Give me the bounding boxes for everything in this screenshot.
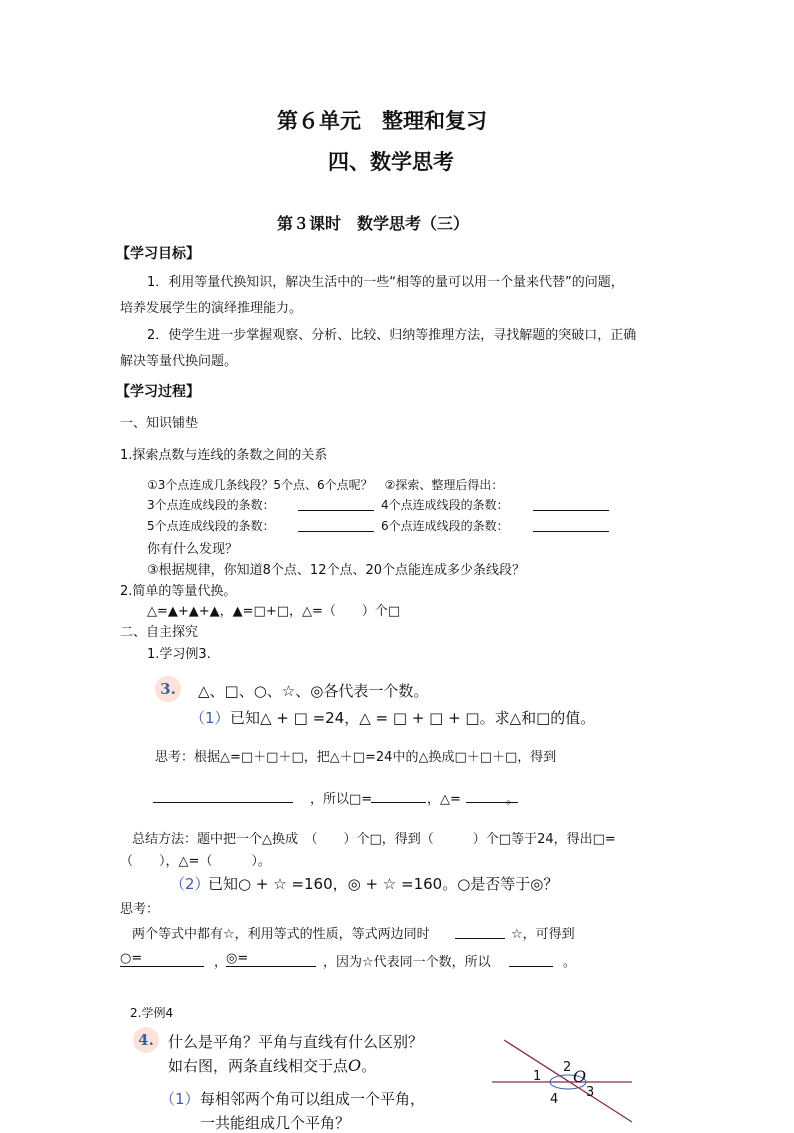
goal-2-line-2: 解决等量代换问题。: [120, 354, 238, 369]
question-1e: ③根据规律，你知道8个点、12个点、20个点能连成多少条线段？: [147, 563, 526, 578]
think-2a: 两个等式中都有☆，利用等式的性质，等式两边同时: [132, 927, 430, 942]
think-2b-circle: ○=: [120, 951, 143, 966]
goals-heading: 【学习目标】: [116, 246, 200, 262]
think-2b-double-circle: ◎=: [226, 951, 249, 966]
think-2: 思考：: [120, 902, 160, 917]
goal-1-line-2: 培养发展学生的演绎推理能力。: [120, 301, 303, 316]
part-1-heading: 一、知识铺垫: [120, 416, 199, 431]
question-2: 2.简单的等量代换。: [120, 584, 237, 599]
summary-line-2: （ ），△=（ ）。: [120, 854, 271, 869]
question-1c-left: 5个点连成线段的条数：: [147, 519, 275, 533]
process-heading: 【学习过程】: [116, 384, 200, 400]
example-4-sub1-line-1: 每相邻两个角可以组成一个平角，: [200, 1090, 426, 1108]
question-2a: △=▲+▲+▲，▲=□+□，△=（ ）个□: [147, 604, 401, 619]
example-3-sub1-label: （1）: [190, 709, 230, 727]
answer-blank: [298, 510, 374, 511]
question-1: 1.探索点数与连线的条数之间的关系: [120, 448, 328, 463]
example-3-stem: △、□、○、☆、◎各代表一个数。: [198, 682, 429, 700]
answer-blank: [509, 966, 553, 967]
think-1b-tri: ，△=: [427, 792, 461, 807]
question-1d: 你有什么发现？: [147, 542, 239, 557]
answer-blank: [371, 802, 426, 803]
diagonal-line: [504, 1040, 632, 1122]
example-3-badge: 3.: [155, 676, 181, 702]
think-2b-end: 。: [563, 955, 577, 970]
question-1a: ①3个点连成几条线段？5个点、6个点呢？ ②探索、整理后得出：: [147, 478, 504, 492]
think-1b-end: 。: [506, 792, 520, 807]
answer-blank: [153, 802, 293, 803]
angle-3-label: 3: [586, 1085, 595, 1100]
angle-4-label: 4: [550, 1092, 559, 1107]
question-1c-right: 6个点连成线段的条数：: [381, 519, 509, 533]
point-o-figure-label: O: [573, 1067, 587, 1086]
answer-blank: [226, 966, 316, 967]
example-3-sub2: 已知○ + ☆ =160，◎ + ☆ =160。○是否等于◎？: [208, 875, 559, 893]
example-3-intro: 1.学习例3.: [147, 647, 211, 662]
answer-blank: [120, 966, 204, 967]
section-title: 四、数学思考: [328, 149, 454, 174]
example-4-sub1-label: （1）: [160, 1090, 200, 1108]
example-4-stem-line-2: 如右图，两条直线相交于点O。: [168, 1056, 377, 1075]
intersecting-lines-figure: [490, 1035, 640, 1123]
example-4-stem-line-1: 什么是平角？平角与直线有什么区别？: [168, 1033, 424, 1051]
think-2b-comma: ，: [214, 955, 228, 970]
point-o-label: O: [348, 1056, 362, 1075]
answer-blank: [533, 531, 609, 532]
goal-2-line-1: 2．使学生进一步掌握观察、分析、比较、归纳等推理方法，寻找解题的突破口，正确: [147, 328, 637, 343]
example-4-intro: 2.学例4: [130, 1006, 174, 1020]
summary-line-1: 总结方法：题中把一个△换成 （ ）个□，得到（ ）个□等于24，得出□=: [132, 832, 616, 847]
question-1b-right: 4个点连成线段的条数：: [381, 498, 509, 512]
answer-blank: [533, 510, 609, 511]
think-1b-mid: ，所以□=: [310, 792, 373, 807]
answer-blank: [298, 531, 374, 532]
angle-1-label: 1: [533, 1069, 542, 1084]
unit-title: 第６单元 整理和复习: [277, 108, 487, 133]
example-3-sub1: 已知△ + □ =24，△ = □ + □ + □。求△和□的值。: [230, 709, 596, 727]
answer-blank: [455, 938, 505, 939]
lesson-title: 第３课时 数学思考（三）: [277, 214, 470, 233]
angle-2-label: 2: [563, 1060, 572, 1075]
part-2-heading: 二、自主探究: [120, 625, 199, 640]
example-3-sub2-label: （2）: [170, 875, 210, 893]
think-2b-because: ，因为☆代表同一个数，所以: [323, 955, 491, 970]
example-4-badge: 4.: [133, 1027, 159, 1053]
think-2a-end: ☆，可得到: [511, 927, 575, 942]
think-1: 思考：根据△=□＋□＋□，把△＋□=24中的△换成□＋□＋□，得到: [155, 750, 557, 765]
example-4-sub1-line-2: 一共能组成几个平角？: [200, 1114, 351, 1132]
goal-1-line-1: 1．利用等量代换知识，解决生活中的一些“相等的量可以用一个量来代替”的问题，: [147, 275, 624, 290]
question-1b-left: 3个点连成线段的条数：: [147, 498, 275, 512]
